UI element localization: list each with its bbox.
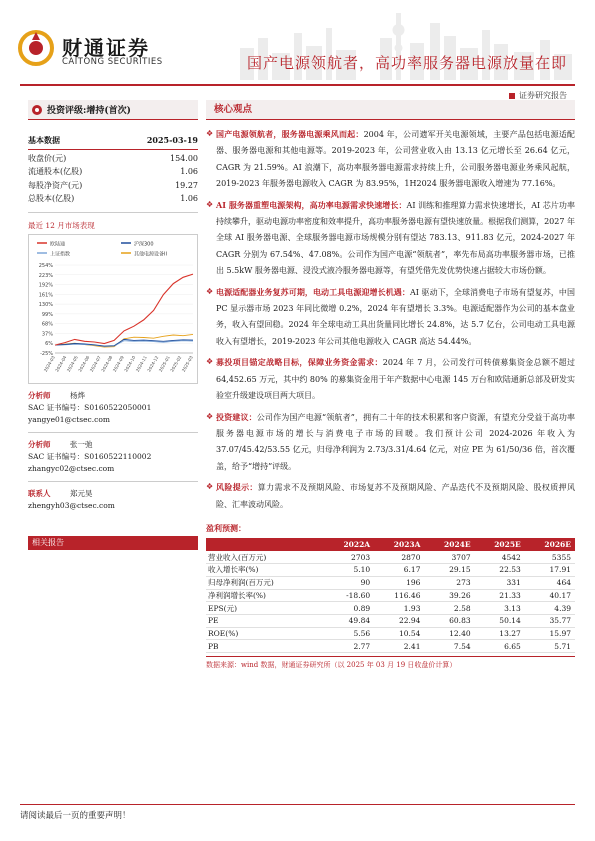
y-tick-label: 37% [41,330,53,337]
table-cell: 21.33 [499,590,521,600]
table-cell: 5.71 [554,641,571,651]
table-cell: 39.26 [449,590,471,600]
paragraph-lead: 募投项目锚定战略目标，保障业务资金需求： [216,357,383,368]
table-cell: 2.58 [453,603,471,613]
table-header-cell: 2025E [475,538,525,551]
table-cell: 13.27 [499,628,521,638]
y-tick-label: 192% [38,282,53,289]
table-row [206,614,575,627]
analyst-role: 分析师 [28,390,51,400]
rating-badge-icon [32,105,42,115]
row-label-cell: 营业收入(百万元) [208,552,267,562]
paragraph-body: AI 训练和推理算力需求快速增长，AI 芯片功率持续攀升，驱动电源功率密度和效率提升，高功率服务器电源有望快速放量。根据我们测算，2027 年全球 AI 服务器电源、全球服务器电源市场规模分别有望达 783.13、911.83 亿元，2024-2027 年 CAGR 分别为 67.54%、47.08%。公司作为国产电源“领航者”，率先布局高功率服务器市场，已推出 5.5kW 服务器电源、浸没式液冷服务器电源等，有望凭借先发优势快速占据较大市场份额。 [216,200,575,276]
paragraph-body: 2024 年 7 月，公司发行可转债募集资金总额不超过 64,452.65 万元，其中约 80% 的募集资金用于年产数据中心电源 145 万台和欧陆通新总部及研发实验室升级建设项目两大项目。 [216,358,576,401]
page-header [0,0,595,100]
basic-data-row [28,152,198,166]
legend-label: 沪深300 [134,241,154,247]
table-cell: 7.54 [453,641,471,651]
table-cell: 35.77 [549,616,571,626]
table-row [206,589,575,602]
market-chart-svg [29,235,199,385]
row-label-cell: PE [208,616,219,626]
table-header-cell: 2024E [424,538,474,551]
y-tick-label: 130% [38,301,53,308]
diamond-bullet-icon: ❖ [206,357,214,367]
brand-name: 财通证券 [62,36,150,60]
viewpoint-paragraph [206,197,575,280]
table-header-cell: 2023A [374,538,424,551]
paragraph-body: AI 驱动下，全球消费电子市场有望复苏，中国 PC 显示器市场 2023 年同比微增 0.2%，2024 年有望增长 3.3%。电源适配器作为公司的基本盘业务，收入有望回稳。2024 年全球电动工具出货量同比增长 24.8%，达 5.7 亿台，公司电动工具电源收入有望增长，2019-2023 年公司其他电源收入 CAGR 高达 54.44%。 [216,287,576,346]
table-cell: 273 [456,578,471,588]
legend-label: 欧陆通 [50,241,66,247]
table-cell: 2.77 [353,641,371,651]
square-bullet-icon [509,93,515,99]
basic-data-label: 流通股本(亿股) [28,167,83,176]
table-cell: 6.17 [403,565,421,575]
table-cell: 3.13 [504,603,521,613]
row-label-cell: EPS(元) [208,603,238,613]
table-cell: 5355 [551,552,571,562]
main-content [206,100,575,670]
y-tick-label: 161% [38,291,53,298]
caitong-logo-icon [18,30,54,66]
table-row [206,640,575,653]
diamond-bullet-icon: ❖ [206,129,214,138]
paragraph-body: 算力需求不及预期风险、市场复苏不及预期风险、产品迭代不及预期风险、股权质押风险、汇率波动风险。 [216,483,576,509]
x-tick-label: 2024-03 [42,354,56,373]
table-row [206,576,575,589]
row-label-cell: 收入增长率(%) [208,565,259,575]
x-tick-label: 2024-09 [111,354,125,373]
table-header-row [206,538,575,551]
x-tick-label: 2025-01 [157,354,171,373]
table-cell: 2.41 [403,641,421,651]
x-tick-label: 2024-06 [77,354,91,373]
contact-name: 郑元昊 [70,488,93,498]
viewpoint-paragraph [206,409,575,476]
data-source-note: 数据来源：wind 数据，财通证券研究所（以 2025 年 03 月 19 日收盘价计算） [206,656,575,670]
x-tick-label: 2025-02 [169,354,183,373]
table-header-cell [206,538,324,551]
y-tick-label: 68% [41,321,53,328]
y-tick-label: -25% [40,350,53,357]
legend-label: 其他电源设备II [134,251,167,257]
table-cell: 29.15 [449,565,471,575]
diamond-bullet-icon: ❖ [206,411,214,421]
table-cell: 10.54 [398,628,421,638]
viewpoint-paragraph [206,284,575,351]
row-label-cell: ROE(%) [208,628,239,638]
viewpoint-paragraph [206,479,575,513]
y-tick-label: 254% [38,262,53,269]
basic-data-value: 1.06 [180,194,198,203]
analyst-cert: SAC 证书编号：S0160522110002 [28,451,152,461]
table-cell: -18.60 [346,590,371,600]
y-tick-label: 99% [41,311,53,318]
basic-data-label: 收盘价(元) [28,153,67,163]
forecast-table-title: 盈利预测： [206,522,246,533]
market-performance-chart [28,234,198,384]
report-title: 国产电源领航者，高功率服务器电源放量在即 [246,54,567,72]
viewpoint-paragraph [206,126,575,193]
basic-data-header [28,134,198,150]
row-label-cell: 归母净利润(百万元) [208,578,274,588]
basic-data-date: 2025-03-19 [146,135,198,145]
paragraph-lead: 电源适配器业务复苏可期，电动工具电源迎增长机遇： [216,286,410,297]
table-cell: 22.94 [398,616,421,626]
analyst-cert: SAC 证书编号：S0160522050001 [28,402,152,412]
report-type-text: 证券研究报告 [519,91,567,100]
table-cell: 464 [556,578,571,588]
diamond-bullet-icon: ❖ [206,482,214,492]
table-cell: 4542 [501,552,521,562]
table-cell: 196 [406,578,421,588]
diamond-bullet-icon: ❖ [206,199,214,209]
x-tick-label: 2024-04 [54,354,68,373]
contact-role: 联系人 [28,488,51,498]
viewpoint-paragraph [206,354,575,404]
table-cell: 6.65 [504,641,521,651]
paragraph-lead: 投资建议： [216,411,257,422]
table-cell: 331 [506,578,521,588]
table-cell: 22.53 [499,565,521,575]
basic-data-row [28,179,198,193]
table-cell: 50.14 [499,616,521,626]
y-tick-label: 6% [45,340,53,347]
basic-data-value: 154.00 [170,153,198,163]
table-header-cell: 2022A [324,538,374,551]
paragraph-body: 公司作为国产电源“领航者”，拥有二十年的技术积累和客户资源，有望充分受益于高功率服务器电源市场的增长与消费电子市场的回暖。我们预计公司 2024-2026 年收入为 37.07/45.42/53.55 亿元，归母净利润为 2.73/3.31/4.64 亿元，对应 PE 为 61/50/36 倍，首次覆盖，给予“增持”评级。 [216,412,575,471]
basic-data-label: 每股净资产(元) [28,180,83,190]
table-cell: 2703 [351,552,371,562]
paragraph-lead: 国产电源领航者，服务器电源乘风而起： [216,129,364,139]
table-cell: 3707 [451,552,471,562]
table-cell: 116.46 [394,590,421,600]
header-divider [20,84,575,86]
x-tick-label: 2024-10 [123,354,137,373]
left-sidebar [28,100,198,550]
rating-box [28,100,198,120]
table-cell: 0.89 [353,603,371,613]
table-row [206,602,575,615]
basic-data-row [28,165,198,179]
table-cell: 90 [360,578,371,588]
analyst-email[interactable]: yangye01@ctsec.com [28,414,110,424]
y-tick-label: 223% [38,272,53,279]
paragraph-lead: 风险提示： [216,482,258,493]
paragraph-body: 2004 年，公司遗军开关电源领域，主要产品包括电源适配器、服务器电源和其他电源等。2019-2023 年，公司营业收入由 13.13 亿元增长至 26.64 亿元，CAGR 为 21.59%。AI 浪潮下，高功率服务器电源需求持续上升，公司服务器电源业务乘风起航，2019-2023 年服务器电源收入 CAGR 为 83.95%，1H2024 服务器电源收入增速为 77.16%。 [216,130,576,189]
x-tick-label: 2025-03 [180,354,194,373]
table-cell: 2870 [401,552,421,562]
table-cell: 60.83 [449,616,471,626]
x-tick-label: 2024-08 [100,354,114,373]
profit-forecast-table [206,538,575,653]
divider [28,432,198,433]
table-cell: 15.97 [549,628,571,638]
related-reports-header: 相关报告 [28,536,198,550]
divider [28,481,198,482]
table-row [206,551,575,564]
table-cell: 4.39 [554,603,571,613]
table-cell: 17.91 [549,565,571,575]
basic-data-title: 基本数据 [28,135,60,145]
table-cell: 1.93 [403,603,421,613]
analyst-block [28,390,198,512]
basic-data-value: 19.27 [175,180,198,190]
analyst-role: 分析师 [28,439,51,449]
table-header-cell: 2026E [525,538,575,551]
row-label-cell: PB [208,641,219,651]
contact-email[interactable]: zhengyh03@ctsec.com [28,500,115,510]
table-cell: 12.40 [449,628,471,638]
brand-name-en: CAITONG SECURITIES [62,57,163,67]
table-row [206,627,575,640]
legend-label: 上证指数 [50,251,71,257]
x-tick-label: 2024-12 [146,354,160,373]
page-footer: 请阅读最后一页的重要声明！ [20,804,575,821]
x-tick-label: 2024-11 [134,354,148,373]
table-cell: 49.84 [348,616,371,626]
x-tick-label: 2024-07 [88,354,102,373]
table-row [206,564,575,577]
table-body [206,551,575,653]
rating-text: 投资评级:增持(首次) [47,106,131,116]
table-cell: 5.56 [353,628,371,638]
diamond-bullet-icon: ❖ [206,286,214,296]
basic-data-label: 总股本(亿股) [28,194,75,203]
basic-data-row [28,192,198,206]
analyst-name: 杨烨 [70,390,85,400]
row-label-cell: 净利润增长率(%) [208,590,266,600]
table-cell: 5.10 [353,565,371,575]
paragraph-lead: AI 服务器重塑电源架构，高功率电源需求快速增长： [216,199,407,210]
table-cell: 40.17 [549,590,571,600]
market-chart-title: 最近 12 月市场表现 [28,220,95,230]
analyst-email[interactable]: zhangyc02@ctsec.com [28,463,115,473]
analyst-name: 张一弛 [70,439,93,449]
x-tick-label: 2024-05 [65,354,79,373]
basic-data-value: 1.06 [180,167,198,176]
divider [28,212,198,213]
core-view-heading: 核心观点 [206,100,575,120]
